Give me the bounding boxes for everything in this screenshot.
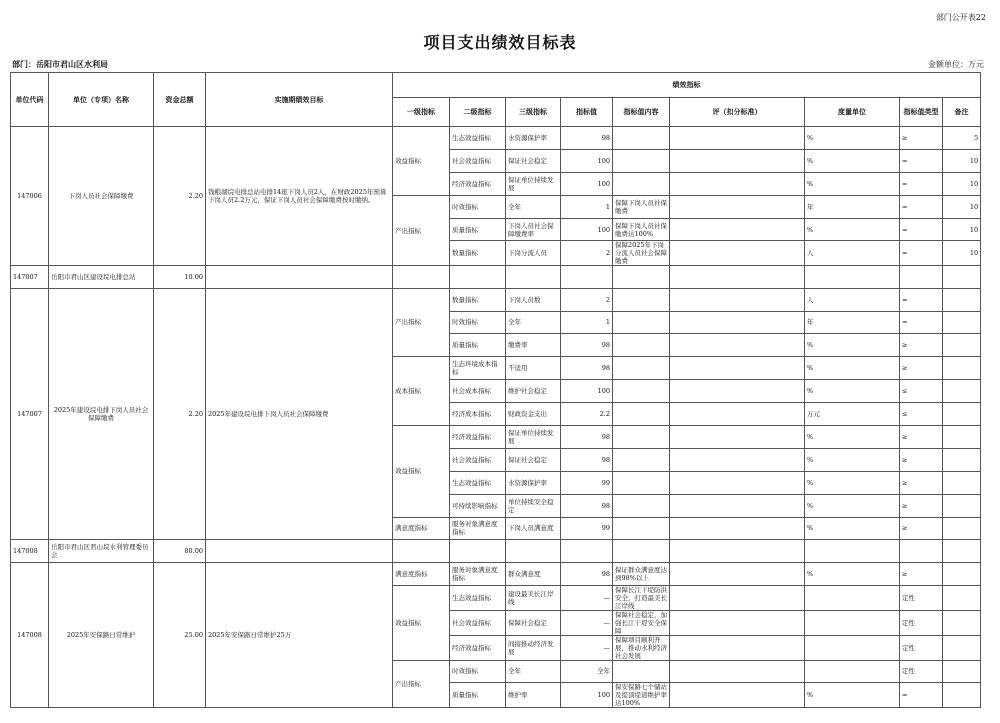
score-cell xyxy=(670,425,805,448)
level1-cell: 满意度指标 xyxy=(393,562,450,585)
note-cell xyxy=(943,585,981,610)
note-cell xyxy=(943,517,981,540)
value-cell: — xyxy=(561,635,613,660)
level1-cell: 效益指标 xyxy=(393,585,450,660)
content-cell: 保安保路七个储站及提顶堤道维护率达100% xyxy=(613,683,670,708)
indicator-row xyxy=(11,288,981,311)
level3-cell: 维护率 xyxy=(506,683,561,708)
value-type-cell: ≥ xyxy=(900,494,943,517)
unit-code-cell: 147006 xyxy=(11,127,49,266)
value-type-cell: 定性 xyxy=(900,610,943,635)
score-cell xyxy=(670,195,805,218)
empty-cell xyxy=(561,266,613,288)
content-cell xyxy=(613,357,670,380)
target-cell: 2025年建设垸电排下岗人员社会保障缴费 xyxy=(206,288,393,540)
note-cell xyxy=(943,311,981,334)
empty-cell xyxy=(670,266,805,288)
content-cell xyxy=(613,448,670,471)
value-cell: 2.2 xyxy=(561,403,613,426)
measure-cell: % xyxy=(805,425,900,448)
content-cell xyxy=(613,311,670,334)
value-type-cell: = xyxy=(900,241,943,266)
value-type-cell: = xyxy=(900,311,943,334)
level2-cell: 时效指标 xyxy=(450,660,506,683)
note-cell xyxy=(943,471,981,494)
value-cell: 99 xyxy=(561,517,613,540)
header-note: 备注 xyxy=(943,98,981,127)
value-cell: 99 xyxy=(561,471,613,494)
measure-cell xyxy=(805,635,900,660)
value-type-cell: 定性 xyxy=(900,660,943,683)
value-type-cell: = xyxy=(900,218,943,241)
note-cell xyxy=(943,403,981,426)
score-cell xyxy=(670,241,805,266)
content-cell: 保证群众满意度达到98%以上 xyxy=(613,562,670,585)
unit-name-cell: 2025年建设垸电排下岗人员社会保障缴费 xyxy=(49,288,154,540)
note-cell xyxy=(943,683,981,708)
department-label: 部门：岳阳市君山区水利局 xyxy=(12,59,108,69)
note-cell: 10 xyxy=(943,241,981,266)
unit-name-cell: 下岗人员社会保障缴费 xyxy=(49,127,154,266)
content-cell: 保障下岗人员社保缴费 xyxy=(613,195,670,218)
value-type-cell: ≥ xyxy=(900,357,943,380)
value-cell: 100 xyxy=(561,218,613,241)
note-cell: 5 xyxy=(943,127,981,150)
content-cell: 保障社会稳定，加强长江干堤安全保障 xyxy=(613,610,670,635)
header-unit-name: 单位（专项）名称 xyxy=(49,73,154,127)
header-content: 指标值内容 xyxy=(613,98,670,127)
measure-cell: % xyxy=(805,471,900,494)
empty-cell xyxy=(613,540,670,562)
total-amount-cell: 2.20 xyxy=(154,288,206,540)
level3-cell: 财政资金支出 xyxy=(506,403,561,426)
score-cell xyxy=(670,403,805,426)
measure-cell xyxy=(805,660,900,683)
level3-cell: 建设最美长江岸线 xyxy=(506,585,561,610)
empty-cell xyxy=(450,266,506,288)
header-indicator: 绩效指标 xyxy=(393,73,981,98)
level3-cell: 水资源保护率 xyxy=(506,127,561,150)
level2-cell: 社会成本指标 xyxy=(450,380,506,403)
level1-cell: 产出指标 xyxy=(393,195,450,266)
level2-cell: 数量指标 xyxy=(450,288,506,311)
content-cell xyxy=(613,288,670,311)
content-cell xyxy=(613,380,670,403)
measure-cell: 年 xyxy=(805,195,900,218)
level3-cell: 下岗分流人员 xyxy=(506,241,561,266)
value-cell: — xyxy=(561,585,613,610)
score-cell xyxy=(670,585,805,610)
value-cell: 2 xyxy=(561,288,613,311)
content-cell: 保障下岗人员社保缴费达100% xyxy=(613,218,670,241)
level1-cell: 产出指标 xyxy=(393,288,450,357)
empty-cell xyxy=(450,540,506,562)
header-target: 实施期绩效目标 xyxy=(206,73,393,127)
unit-code-cell: 147007 xyxy=(11,288,49,540)
level3-cell: 下岗人员数 xyxy=(506,288,561,311)
score-cell xyxy=(670,610,805,635)
measure-cell: % xyxy=(805,448,900,471)
level2-cell: 可持续影响指标 xyxy=(450,494,506,517)
content-cell xyxy=(613,660,670,683)
level2-cell: 生态效益指标 xyxy=(450,585,506,610)
performance-target-table xyxy=(10,72,981,708)
content-cell xyxy=(613,334,670,357)
level3-cell: 保证单位持续发展 xyxy=(506,425,561,448)
value-type-cell: 定性 xyxy=(900,585,943,610)
value-cell: 98 xyxy=(561,127,613,150)
empty-cell xyxy=(206,266,393,288)
level2-cell: 社会效益指标 xyxy=(450,149,506,172)
level3-cell: 不适用 xyxy=(506,357,561,380)
score-cell xyxy=(670,218,805,241)
level3-cell: 下岗人员社会保障缴费率 xyxy=(506,218,561,241)
content-cell: 保障项目顺利开展，推动水利经济社会发展 xyxy=(613,635,670,660)
level3-cell: 水资源保护率 xyxy=(506,471,561,494)
measure-cell: % xyxy=(805,562,900,585)
content-cell xyxy=(613,127,670,150)
unit-code-cell: 147008 xyxy=(11,540,49,562)
value-cell: — xyxy=(561,610,613,635)
empty-cell xyxy=(805,266,900,288)
measure-cell: % xyxy=(805,380,900,403)
note-cell xyxy=(943,660,981,683)
level3-cell: 保证单位持续发展 xyxy=(506,172,561,195)
level3-cell: 全年 xyxy=(506,660,561,683)
empty-cell xyxy=(613,266,670,288)
level2-cell: 质量指标 xyxy=(450,334,506,357)
note-cell xyxy=(943,288,981,311)
header-measure: 度量单位 xyxy=(805,98,900,127)
value-cell: 100 xyxy=(561,380,613,403)
table-number: 部门公开表22 xyxy=(935,13,986,22)
level2-cell: 社会效益指标 xyxy=(450,610,506,635)
note-cell xyxy=(943,448,981,471)
value-cell: 2 xyxy=(561,241,613,266)
level1-cell: 成本指标 xyxy=(393,357,450,426)
header-score: 评（扣分标准） xyxy=(670,98,805,127)
empty-cell xyxy=(670,540,805,562)
level3-cell: 群众满意度 xyxy=(506,562,561,585)
value-type-cell: = xyxy=(900,683,943,708)
level2-cell: 数量指标 xyxy=(450,241,506,266)
total-amount-cell: 25.00 xyxy=(154,562,206,708)
value-type-cell: ≥ xyxy=(900,562,943,585)
empty-cell xyxy=(393,266,450,288)
empty-cell xyxy=(393,540,450,562)
level2-cell: 生态效益指标 xyxy=(450,471,506,494)
level2-cell: 时效指标 xyxy=(450,311,506,334)
level3-cell: 全年 xyxy=(506,311,561,334)
value-type-cell: ≥ xyxy=(900,471,943,494)
score-cell xyxy=(670,172,805,195)
content-cell xyxy=(613,149,670,172)
level2-cell: 经济效益指标 xyxy=(450,425,506,448)
note-cell: 10 xyxy=(943,218,981,241)
header-total: 资金总额 xyxy=(154,73,206,127)
table-body xyxy=(11,127,981,708)
note-cell xyxy=(943,357,981,380)
note-cell: 10 xyxy=(943,172,981,195)
value-type-cell: ≥ xyxy=(900,425,943,448)
unit-summary-row xyxy=(11,266,981,288)
target-cell: 钱粮湖垸电排总站电排14座下岗人员2人，在财政2025年预算下岗人员2.2万元，保证下岗人员社会保障缴费按时缴纳。 xyxy=(206,127,393,266)
header-level1: 一级指标 xyxy=(393,98,450,127)
value-type-cell: ≤ xyxy=(900,380,943,403)
value-cell: 98 xyxy=(561,425,613,448)
unit-name-cell: 岳阳市君山区君山垸水利管理委员会 xyxy=(49,540,154,562)
level1-cell: 产出指标 xyxy=(393,660,450,708)
score-cell xyxy=(670,288,805,311)
measure-cell: % xyxy=(805,357,900,380)
level1-cell: 效益指标 xyxy=(393,127,450,196)
value-cell: 98 xyxy=(561,334,613,357)
unit-code-cell: 147007 xyxy=(11,266,49,288)
measure-cell: 年 xyxy=(805,311,900,334)
score-cell xyxy=(670,357,805,380)
level2-cell: 服务对象满意度指标 xyxy=(450,562,506,585)
score-cell xyxy=(670,380,805,403)
level2-cell: 经济效益指标 xyxy=(450,635,506,660)
level3-cell: 全年 xyxy=(506,195,561,218)
value-cell: 100 xyxy=(561,149,613,172)
level2-cell: 时效指标 xyxy=(450,195,506,218)
score-cell xyxy=(670,517,805,540)
value-cell: 全年 xyxy=(561,660,613,683)
page-title: 项目支出绩效目标表 xyxy=(423,33,577,52)
target-cell: 2025年安保路日常维护25万 xyxy=(206,562,393,708)
level2-cell: 经济成本指标 xyxy=(450,403,506,426)
content-cell xyxy=(613,517,670,540)
value-type-cell: ≥ xyxy=(900,127,943,150)
unit-name-cell: 岳阳市君山区建设垸电排总站 xyxy=(49,266,154,288)
header-level2: 二级指标 xyxy=(450,98,506,127)
amount-unit-label: 金额单位：万元 xyxy=(928,60,984,69)
measure-cell: % xyxy=(805,517,900,540)
measure-cell xyxy=(805,585,900,610)
score-cell xyxy=(670,127,805,150)
note-cell xyxy=(943,635,981,660)
value-type-cell: ≥ xyxy=(900,517,943,540)
header-value-type: 指标值类型 xyxy=(900,98,943,127)
level1-cell: 效益指标 xyxy=(393,425,450,517)
indicator-row xyxy=(11,127,981,150)
measure-cell: % xyxy=(805,149,900,172)
empty-cell xyxy=(561,540,613,562)
empty-cell xyxy=(506,540,561,562)
level3-cell: 维护社会稳定 xyxy=(506,380,561,403)
empty-cell xyxy=(206,540,393,562)
header-level3: 三级指标 xyxy=(506,98,561,127)
value-type-cell: ≥ xyxy=(900,448,943,471)
value-type-cell: 定性 xyxy=(900,635,943,660)
measure-cell: 人 xyxy=(805,241,900,266)
unit-code-cell: 147008 xyxy=(11,562,49,708)
content-cell xyxy=(613,471,670,494)
level3-cell: 保障社会稳定 xyxy=(506,610,561,635)
total-amount-cell: 2.20 xyxy=(154,127,206,266)
note-cell xyxy=(943,610,981,635)
note-cell: 10 xyxy=(943,195,981,218)
measure-cell: % xyxy=(805,334,900,357)
value-cell: 98 xyxy=(561,448,613,471)
total-amount-cell: 10.00 xyxy=(154,266,206,288)
empty-cell xyxy=(900,540,943,562)
measure-cell: % xyxy=(805,172,900,195)
level3-cell: 间接推动经济发展 xyxy=(506,635,561,660)
value-cell: 98 xyxy=(561,494,613,517)
score-cell xyxy=(670,149,805,172)
score-cell xyxy=(670,494,805,517)
value-cell: 98 xyxy=(561,357,613,380)
level2-cell: 生态效益指标 xyxy=(450,127,506,150)
value-cell: 1 xyxy=(561,195,613,218)
value-type-cell: = xyxy=(900,172,943,195)
score-cell xyxy=(670,635,805,660)
note-cell xyxy=(943,380,981,403)
empty-cell xyxy=(943,266,981,288)
content-cell xyxy=(613,425,670,448)
value-cell: 1 xyxy=(561,311,613,334)
score-cell xyxy=(670,448,805,471)
empty-cell xyxy=(506,266,561,288)
level2-cell: 经济效益指标 xyxy=(450,172,506,195)
value-type-cell: ≥ xyxy=(900,334,943,357)
empty-cell xyxy=(805,540,900,562)
note-cell xyxy=(943,425,981,448)
level2-cell: 社会效益指标 xyxy=(450,448,506,471)
header-unit-code: 单位代码 xyxy=(11,73,49,127)
level2-cell: 质量指标 xyxy=(450,683,506,708)
header-value: 指标值 xyxy=(561,98,613,127)
value-cell: 100 xyxy=(561,172,613,195)
measure-cell: % xyxy=(805,683,900,708)
note-cell xyxy=(943,562,981,585)
note-cell xyxy=(943,494,981,517)
empty-cell xyxy=(900,266,943,288)
measure-cell: 人 xyxy=(805,288,900,311)
total-amount-cell: 80.00 xyxy=(154,540,206,562)
content-cell: 保障2025年下岗分流人员社会保障缴费 xyxy=(613,241,670,266)
content-cell xyxy=(613,172,670,195)
empty-cell xyxy=(943,540,981,562)
level1-cell: 满意度指标 xyxy=(393,517,450,540)
score-cell xyxy=(670,471,805,494)
level2-cell: 生态环境成本指标 xyxy=(450,357,506,380)
score-cell xyxy=(670,311,805,334)
score-cell xyxy=(670,334,805,357)
value-cell: 98 xyxy=(561,562,613,585)
measure-cell xyxy=(805,610,900,635)
content-cell: 保障长江干堤防洪安全，打造最美长江岸线 xyxy=(613,585,670,610)
level2-cell: 质量指标 xyxy=(450,218,506,241)
level2-cell: 服务对象满意度指标 xyxy=(450,517,506,540)
level3-cell: 保证社会稳定 xyxy=(506,448,561,471)
value-type-cell: ≤ xyxy=(900,403,943,426)
value-cell: 100 xyxy=(561,683,613,708)
content-cell xyxy=(613,403,670,426)
level3-cell: 缴费率 xyxy=(506,334,561,357)
value-type-cell: = xyxy=(900,195,943,218)
indicator-row xyxy=(11,562,981,585)
measure-cell: % xyxy=(805,218,900,241)
level3-cell: 单位持续安全稳定 xyxy=(506,494,561,517)
measure-cell: 万元 xyxy=(805,403,900,426)
measure-cell: % xyxy=(805,127,900,150)
value-type-cell: = xyxy=(900,149,943,172)
score-cell xyxy=(670,562,805,585)
content-cell xyxy=(613,494,670,517)
level3-cell: 保证社会稳定 xyxy=(506,149,561,172)
score-cell xyxy=(670,660,805,683)
measure-cell: % xyxy=(805,494,900,517)
note-cell xyxy=(943,334,981,357)
level3-cell: 下岗人员满意度 xyxy=(506,517,561,540)
unit-summary-row xyxy=(11,540,981,562)
value-type-cell: = xyxy=(900,288,943,311)
unit-name-cell: 2025年安保路日常维护 xyxy=(49,562,154,708)
note-cell: 10 xyxy=(943,149,981,172)
score-cell xyxy=(670,683,805,708)
